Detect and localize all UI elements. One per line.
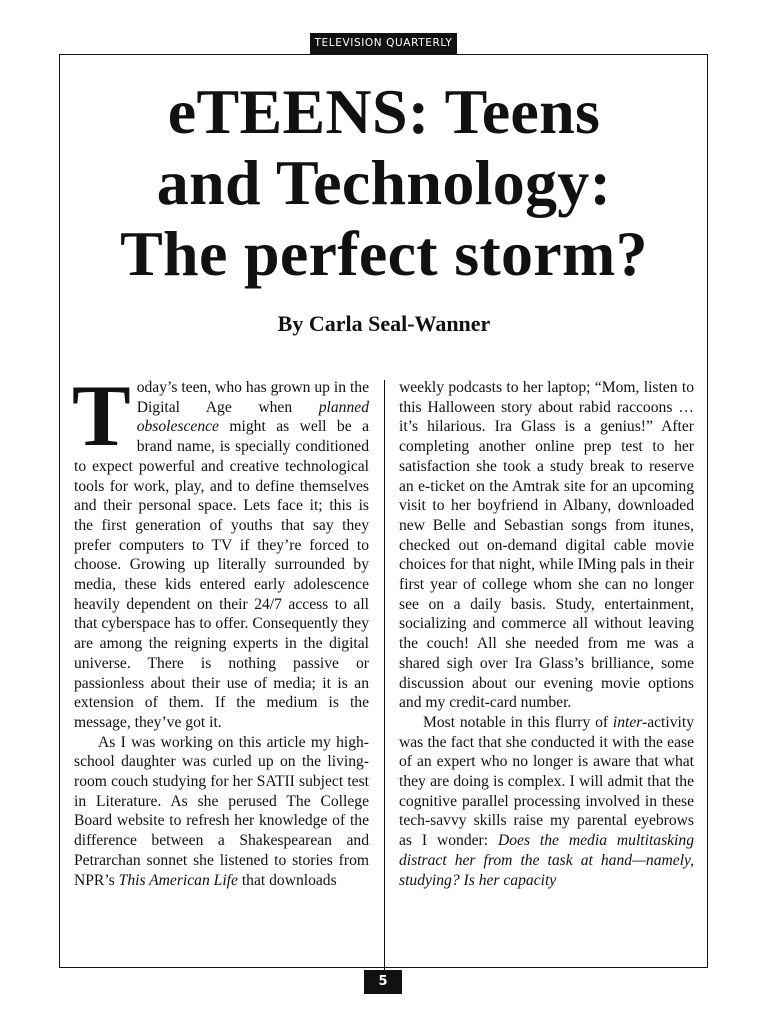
paragraph: weekly podcasts to her laptop; “Mom, listen to this Halloween story about rabid raccoons … it’s hilarious. Ira Glass is a genius!” After completing another online prep test to her satisfaction she took a study break to reserve an e-ticket on the Amtrak site for an upcoming visit to her boyfriend in Albany, downloaded new Belle and Sebastian songs from itunes, checked out on-demand digital cable movie choices for that night, while IMing pals in their first year of college whom she can no longer see on a daily basis. Study, entertainment, socializing and commerce all without leaving the couch! All she needed from me was a shared sigh over Ira Glass’s brilliance, some discussion about our evening movie options and my credit-card number. — [399, 379, 694, 712]
text-run: Most notable in this flurry of — [423, 713, 613, 731]
text-run: activity was the fact that she conducted it with the ease of an expert who no longer is aware that what they are doing is complex. I will admit that the cognitive parallel processing involved in these tech-savvy skills raise my parental eyebrows as I wonder: — [399, 713, 694, 850]
emphasis: planned obsolescence — [136, 398, 369, 436]
page-number: 5 — [364, 970, 402, 994]
drop-cap: T — [72, 368, 131, 465]
paragraph — [399, 713, 694, 890]
emphasis: inter- — [612, 713, 648, 731]
title-line-1: eTEENS: Teens — [167, 76, 601, 147]
title-line-3: The perfect storm? — [120, 218, 648, 289]
text-run: that downloads — [237, 871, 337, 889]
emphasis: Does the media multitasking distract her from the task at hand—namely, studying? Is her capacity — [399, 832, 694, 889]
text-run: might as well be a brand name, is specially conditioned to expect powerful and creative technological tools for work, play, and to define themselves and their personal space. Lets face it; this is the first generation of youths that say they prefer computers to TV if they’re forced to choose. Growing up literally surrounded by media, these kids entered early adolescence heavily dependent on their 24/7 access to all that cyberspace has to offer. Consequently they are among the reigning experts in the digital universe. There is nothing passive or passionless about their use of media; it is an extension of them. If the medium is the message, they’ve got it. — [74, 418, 369, 731]
text-run: As I was working on this article my high-school daughter was curled up on the living-room couch studying for her SATII subject test in Literature. As she perused The College Board website to refresh her knowledge of the difference between a Shakespearean and Petrarchan sonnet she listened to stories from NPR’s — [74, 733, 369, 889]
publication-tab: TELEVISION QUARTERLY — [310, 33, 457, 54]
article-title — [60, 76, 708, 289]
paragraph — [74, 733, 369, 891]
column-divider — [384, 380, 385, 984]
paragraph — [72, 368, 369, 733]
text-run: oday’s teen, who has grown up in the Digital Age when — [136, 379, 369, 416]
title-line-2: and Technology: — [156, 147, 612, 218]
left-column — [72, 368, 369, 890]
right-column — [399, 378, 694, 890]
byline: By Carla Seal-Wanner — [277, 311, 491, 336]
emphasis: This American Life — [118, 871, 238, 889]
